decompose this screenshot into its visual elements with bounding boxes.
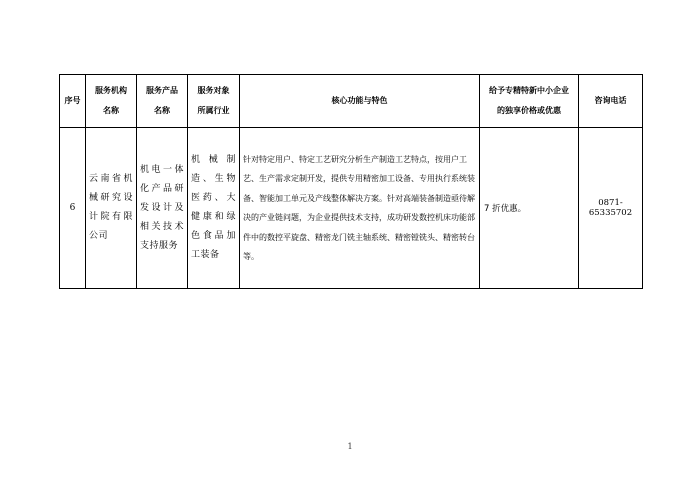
header-product-name: 服务产品 名称 [137,75,188,128]
row-org-name: 云南省机械研究设计院有限公司 [86,128,137,289]
header-index: 序号 [60,75,86,128]
table-row [60,128,643,289]
row-index: 6 [60,128,86,289]
row-industry: 机械制造、生物医药、大健康和绿色食品加工装备 [188,128,240,289]
header-org-name: 服务机构 名称 [86,75,137,128]
header-phone: 咨询电话 [579,75,643,128]
row-discount: 7 折优惠。 [480,128,579,289]
header-features: 核心功能与特色 [240,75,480,128]
header-discount: 给予专精特新中小企业 的独享价格或优惠 [480,75,579,128]
table-header-row [60,75,643,128]
page-number: 1 [347,442,353,451]
header-industry: 服务对象 所属行业 [188,75,240,128]
service-table [59,74,643,289]
row-phone: 0871-65335702 [579,128,643,289]
row-product-name: 机电一体化产品研发设计及相关技术支持服务 [137,128,188,289]
row-features: 针对特定用户、特定工艺研究分析生产制造工艺特点，按用户工艺、生产需求定制开发，提供专用精密加工设备、专用执行系统装备、智能加工单元及产线整体解决方案。针对高端装备制造亟待解决的产业链问题，为企业提供技术支持，成功研发数控机床功能部件中的数控平旋盘、精密龙门铣主轴系统、精密镗铣头、精密转台等。 [240,128,480,289]
